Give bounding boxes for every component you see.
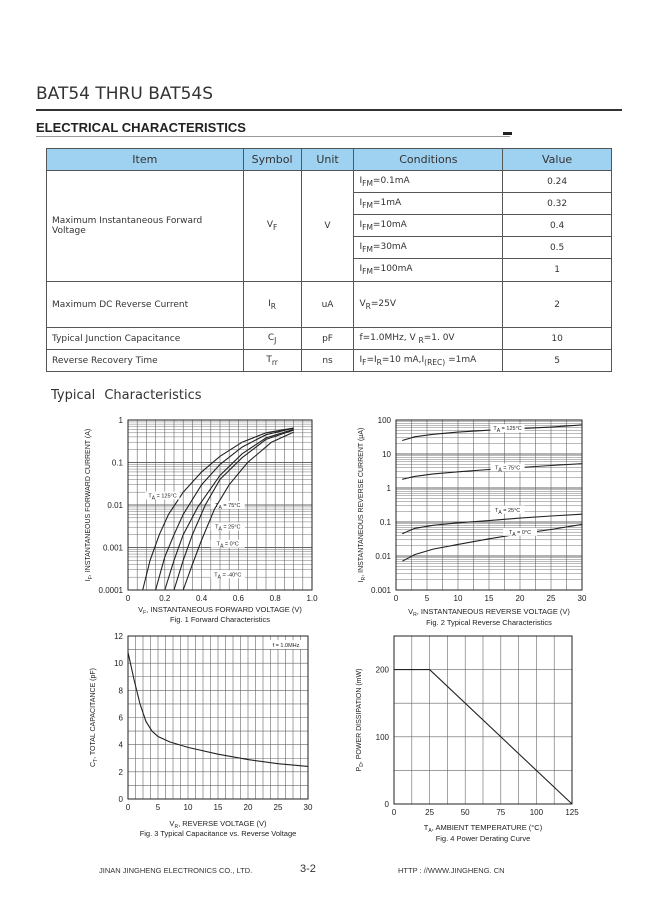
footer-page-number: 3-2 xyxy=(300,863,316,875)
chart-4 xyxy=(356,636,579,843)
chart-annotation: f = 1.0MHz xyxy=(272,643,300,649)
y-axis-label: $C_T$, TOTAL CAPACITANCE (pF) xyxy=(90,667,99,768)
reverse-current-symbol: $I_R$ xyxy=(243,282,301,328)
chart-1 xyxy=(85,416,318,624)
header-unit: Unit xyxy=(301,149,354,171)
y-tick-label: 12 xyxy=(114,632,123,641)
condition-cell: f=1.0MHz, V $_R$=1. 0V xyxy=(354,328,503,350)
x-tick-label: 1.0 xyxy=(306,594,318,603)
header-conditions: Conditions xyxy=(354,149,503,171)
condition-cell: $I_{FM}=0.1mA$ xyxy=(354,171,503,193)
header-symbol: Symbol xyxy=(243,149,301,171)
reverse-current-unit: uA xyxy=(301,282,354,328)
y-axis-label: $P_D$, POWER DISSIPATION (mW) xyxy=(356,668,365,772)
x-tick-label: 0 xyxy=(393,594,399,603)
x-tick-label: 100 xyxy=(529,808,544,817)
figure-caption: Fig. 3 Typical Capacitance vs. Reverse Voltage xyxy=(139,829,297,838)
y-tick-label: 100 xyxy=(377,416,391,425)
series-label: TA = -40°C xyxy=(214,572,242,581)
chart-2 xyxy=(358,416,587,627)
x-tick-label: 0 xyxy=(125,594,131,603)
condition-cell: $I_{FM}=10mA$ xyxy=(354,215,503,237)
figure-caption: Fig. 1 Forward Characteristics xyxy=(169,615,271,624)
x-axis-label: $T_A$, AMBIENT TEMPERATURE (°C) xyxy=(423,823,543,834)
x-tick-label: 25 xyxy=(273,803,283,812)
value-cell: 0.32 xyxy=(503,193,612,215)
x-axis-label: $V_R$, INSTANTANEOUS REVERSE VOLTAGE (V) xyxy=(408,607,570,618)
x-tick-label: 125 xyxy=(565,808,579,817)
x-tick-label: 0 xyxy=(125,803,131,812)
y-tick-label: 100 xyxy=(375,732,389,742)
x-tick-label: 5 xyxy=(424,594,430,603)
y-tick-label: 0 xyxy=(384,800,389,809)
x-tick-label: 5 xyxy=(155,803,161,812)
header-item: Item xyxy=(47,149,244,171)
x-tick-label: 0.8 xyxy=(269,594,281,603)
y-tick-label: 0.001 xyxy=(370,586,391,595)
y-tick-label: 200 xyxy=(375,665,389,675)
figure-caption: Fig. 2 Typical Reverse Characteristics xyxy=(426,618,552,627)
x-tick-label: 10 xyxy=(183,803,193,812)
x-tick-label: 75 xyxy=(496,808,506,817)
chart-grid xyxy=(396,420,582,590)
y-tick-label: 0.01 xyxy=(375,552,391,561)
condition-cell: $I_{FM}=30mA$ xyxy=(354,237,503,259)
y-tick-label: 10 xyxy=(114,659,123,669)
y-axis-label: $I_F$, INSTANTANEOUS FORWARD CURRENT (A) xyxy=(85,428,94,582)
y-tick-label: 0 xyxy=(118,795,123,804)
figure-caption: Fig. 4 Power Derating Curve xyxy=(435,834,531,843)
x-tick-label: 20 xyxy=(243,803,253,812)
y-tick-label: 8 xyxy=(118,686,123,696)
value-cell: 2 xyxy=(503,282,612,328)
y-tick-label: 4 xyxy=(118,740,123,750)
x-tick-label: 0.2 xyxy=(159,594,171,603)
x-tick-label: 20 xyxy=(515,594,525,603)
x-tick-label: 15 xyxy=(484,594,494,603)
series-label: TA = 125°C xyxy=(148,493,177,502)
recovery-time-symbol: $T_{rr}$ xyxy=(243,350,301,372)
y-tick-label: 2 xyxy=(118,767,123,777)
x-tick-label: 25 xyxy=(425,808,435,817)
condition-cell: $I_F=I_R=10$ $mA,I_{(REC)} =1mA$ xyxy=(354,350,503,372)
y-tick-label: 10 xyxy=(382,450,391,459)
header-value: Value xyxy=(503,149,612,171)
series-label: TA = 75°C xyxy=(215,502,241,511)
series-label: TA = 25°C xyxy=(494,507,521,516)
y-tick-label: 1 xyxy=(386,484,391,493)
series-line-3 xyxy=(402,514,582,534)
y-tick-label: 0.1 xyxy=(379,518,391,527)
x-tick-label: 0.4 xyxy=(196,594,208,603)
x-tick-label: 30 xyxy=(303,803,313,812)
y-tick-label: 0.01 xyxy=(107,501,123,510)
y-tick-label: 0.1 xyxy=(111,458,123,468)
section-title: ELECTRICAL CHARACTERISTICS xyxy=(36,120,246,135)
footer-url: HTTP : //WWW.JINGHENG. CN xyxy=(398,866,505,875)
footer-company: JINAN JINGHENG ELECTRONICS CO., LTD. xyxy=(99,866,253,875)
y-tick-label: 0.001 xyxy=(102,543,123,553)
condition-cell: $I_{FM}=1mA$ xyxy=(354,193,503,215)
chart-grid xyxy=(128,636,308,799)
value-cell: 0.4 xyxy=(503,215,612,237)
recovery-time-unit: ns xyxy=(301,350,354,372)
y-axis-label: $I_R$, INSTANTANEOUS REVERSE CURRENT (µA) xyxy=(358,427,367,583)
forward-voltage-symbol: $V_F$ xyxy=(243,171,301,282)
reverse-current-item: Maximum DC Reverse Current xyxy=(47,282,244,328)
y-tick-label: 0.0001 xyxy=(98,586,123,595)
y-tick-label: 6 xyxy=(118,713,123,723)
typical-characteristics-heading: Typical Characteristics xyxy=(51,388,202,403)
x-tick-label: 15 xyxy=(213,803,223,812)
forward-voltage-unit: V xyxy=(301,171,354,282)
y-tick-label: 1 xyxy=(118,416,123,425)
forward-voltage-item: Maximum Instantaneous Forward Voltage xyxy=(47,171,244,282)
recovery-time-item: Reverse Recovery Time xyxy=(47,350,244,372)
value-cell: 0.24 xyxy=(503,171,612,193)
x-tick-label: 30 xyxy=(577,594,587,603)
x-tick-label: 0 xyxy=(391,808,397,817)
value-cell: 1 xyxy=(503,259,612,282)
capacitance-unit: pF xyxy=(301,328,354,350)
x-tick-label: 0.6 xyxy=(232,594,244,603)
x-axis-label: $V_F$, INSTANTANEOUS FORWARD VOLTAGE (V) xyxy=(138,605,302,616)
series-label: TA = 125°C xyxy=(493,426,522,435)
document-title: BAT54 THRU BAT54S xyxy=(36,84,213,104)
series-label: TA = 25°C xyxy=(215,524,241,533)
x-axis-label: $V_R$, REVERSE VOLTAGE (V) xyxy=(169,819,267,830)
series-label: TA = 0°C xyxy=(508,529,532,538)
capacitance-item: Typical Junction Capacitance xyxy=(47,328,244,350)
x-tick-label: 10 xyxy=(453,594,463,603)
capacitance-symbol: $C_J$ xyxy=(243,328,301,350)
condition-cell: $V_R=25V$ xyxy=(354,282,503,328)
series-label: TA = 75°C xyxy=(494,465,521,474)
value-cell: 5 xyxy=(503,350,612,372)
value-cell: 10 xyxy=(503,328,612,350)
value-cell: 0.5 xyxy=(503,237,612,259)
x-tick-label: 50 xyxy=(460,808,470,817)
condition-cell: $I_{FM}=100mA$ xyxy=(354,259,503,282)
series-label: TA = 0°C xyxy=(216,541,239,550)
chart-3 xyxy=(90,632,313,838)
x-tick-label: 25 xyxy=(546,594,556,603)
